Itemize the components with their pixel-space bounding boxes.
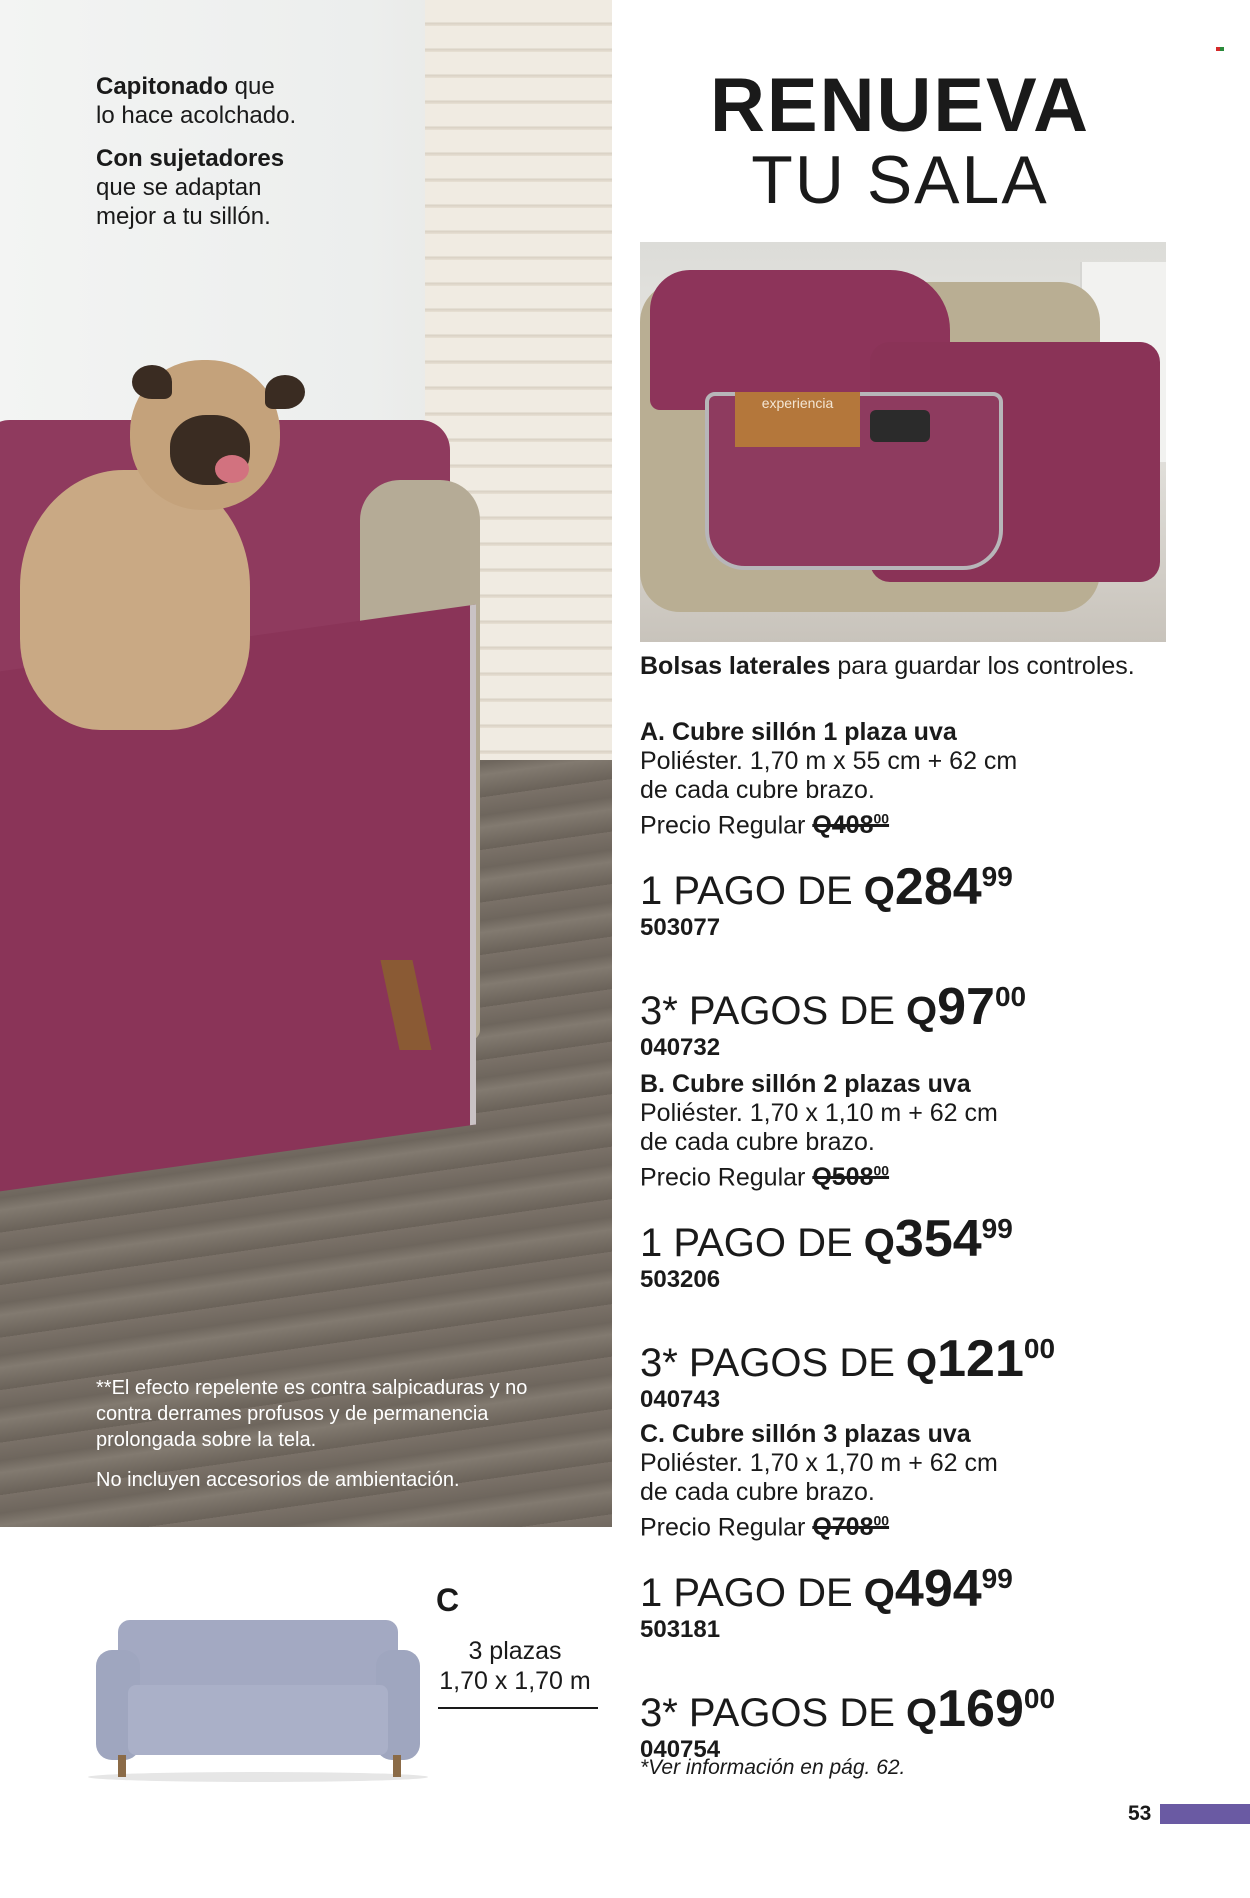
three-payments-price [640, 974, 1180, 1037]
pug-ear [132, 365, 172, 399]
product-code: 040754 [640, 1736, 721, 1764]
product-code: 040743 [640, 1386, 721, 1414]
price-amount: 494 [894, 1560, 982, 1619]
lifestyle-photo [0, 0, 612, 1527]
price-cents: 00 [1023, 1333, 1056, 1365]
single-payment-price [640, 1206, 1180, 1269]
sofa-leg-left [118, 1755, 126, 1777]
size-callout-rule [438, 1707, 598, 1709]
remote-control [870, 410, 930, 442]
size-callout-dimensions: 1,70 x 1,70 m [439, 1667, 591, 1695]
three-payments-label: 3* PAGOS DE [640, 1341, 907, 1386]
page-accent-bar [1160, 1804, 1250, 1824]
price-amount: 169 [937, 1680, 1024, 1739]
size-callout-letter: C [436, 1582, 460, 1618]
currency: Q [863, 869, 895, 914]
pug-dog [20, 360, 250, 740]
armchair-photo [640, 242, 1166, 642]
headline [660, 63, 1140, 218]
product-name: C. Cubre sillón 3 plazas uva [640, 1420, 971, 1448]
sofa-leg-right [393, 1755, 401, 1777]
callout-straps-text: que se adaptan [96, 174, 262, 201]
product-code: 503077 [640, 914, 721, 942]
currency: Q [863, 1221, 895, 1266]
regular-price-cents: 00 [873, 811, 890, 827]
regular-price-label: Precio Regular [640, 1513, 813, 1542]
currency: Q [906, 989, 938, 1034]
callout-quilted-text: que [228, 73, 275, 100]
disclaimer-accessories: No incluyen accesorios de ambientación. [96, 1469, 460, 1491]
regular-price-label: Precio Regular [640, 811, 813, 840]
sofa-back [118, 1620, 398, 1690]
page-number: 53 [1128, 1802, 1152, 1825]
product-desc: Poliéster. 1,70 x 1,10 m + 62 cm [640, 1099, 998, 1127]
single-payment-label: 1 PAGO DE [640, 1571, 864, 1616]
headline-line-2: TU SALA [751, 142, 1049, 218]
price-amount: 97 [937, 978, 995, 1037]
currency: Q [906, 1691, 938, 1736]
callout-quilted-bold: Capitonado [96, 73, 228, 100]
footnote: *Ver información en pág. 62. [640, 1756, 906, 1779]
three-payments-price [640, 1676, 1180, 1739]
regular-price-value [812, 1513, 889, 1541]
pug-tongue [215, 455, 249, 483]
single-payment-label: 1 PAGO DE [640, 1221, 864, 1266]
callout-quilted [96, 72, 296, 130]
sofa-shadow [88, 1772, 428, 1782]
price-amount: 354 [894, 1210, 982, 1269]
product-desc: Poliéster. 1,70 x 1,70 m + 62 cm [640, 1449, 998, 1477]
callout-straps-bold: Con sujetadores [96, 145, 285, 172]
caption-text: para guardar los controles. [830, 652, 1135, 680]
regular-price-label: Precio Regular [640, 1163, 813, 1192]
price-cents: 00 [1023, 1683, 1056, 1715]
product-a [640, 718, 1180, 1062]
three-payments-price [640, 1326, 1180, 1389]
three-payments-label: 3* PAGOS DE [640, 1691, 907, 1736]
currency: Q [906, 1341, 938, 1386]
price-cents: 99 [981, 861, 1013, 893]
price-amount: 284 [894, 858, 982, 917]
single-payment-label: 1 PAGO DE [640, 869, 864, 914]
single-payment-price [640, 1556, 1180, 1619]
regular-price-value [812, 811, 889, 839]
callout-straps [96, 144, 284, 231]
product-desc-2: de cada cubre brazo. [640, 1128, 875, 1156]
armchair-caption [640, 652, 1135, 681]
callout-quilted-text-2: lo hace acolchado. [96, 102, 297, 129]
corner-mark [1216, 38, 1224, 46]
size-callout-seats: 3 plazas [468, 1637, 562, 1665]
regular-price [640, 1507, 1180, 1542]
disclaimer-repellent: **El efecto repelente es contra salpicaduras y no contra derrames profusos y de permanencia prolongada sobre la tela. [96, 1377, 528, 1451]
product-name: A. Cubre sillón 1 plaza uva [640, 718, 957, 746]
headline-line-1: RENUEVA [710, 63, 1090, 148]
regular-price [640, 1157, 1180, 1192]
product-desc: Poliéster. 1,70 m x 55 cm + 62 cm [640, 747, 1018, 775]
price-amount: 121 [937, 1330, 1024, 1389]
disclaimer [96, 1375, 576, 1507]
sofa-seat [128, 1685, 388, 1755]
size-callout [430, 1636, 600, 1696]
regular-price-amount: Q408 [812, 811, 874, 840]
product-code: 503181 [640, 1616, 721, 1644]
price-cents: 99 [981, 1213, 1013, 1245]
product-b [640, 1070, 1180, 1414]
product-desc-2: de cada cubre brazo. [640, 776, 875, 804]
regular-price-amount: Q508 [812, 1163, 874, 1192]
product-desc-2: de cada cubre brazo. [640, 1478, 875, 1506]
regular-price [640, 805, 1180, 840]
regular-price-cents: 00 [873, 1163, 890, 1179]
regular-price-amount: Q708 [812, 1513, 874, 1542]
caption-bold: Bolsas laterales [640, 652, 831, 680]
single-payment-price [640, 854, 1180, 917]
callout-straps-text-2: mejor a tu sillón. [96, 203, 271, 230]
regular-price-cents: 00 [873, 1513, 890, 1529]
product-code: 040732 [640, 1034, 721, 1062]
price-cents: 99 [981, 1563, 1013, 1595]
product-code: 503206 [640, 1266, 721, 1294]
regular-price-value [812, 1163, 889, 1191]
price-cents: 00 [994, 981, 1027, 1013]
sofa-3-seat-image [88, 1620, 428, 1780]
product-name: B. Cubre sillón 2 plazas uva [640, 1070, 971, 1098]
currency: Q [863, 1571, 895, 1616]
three-payments-label: 3* PAGOS DE [640, 989, 907, 1034]
magazine: experiencia [735, 392, 860, 447]
pug-ear [265, 375, 305, 409]
product-c [640, 1420, 1180, 1764]
